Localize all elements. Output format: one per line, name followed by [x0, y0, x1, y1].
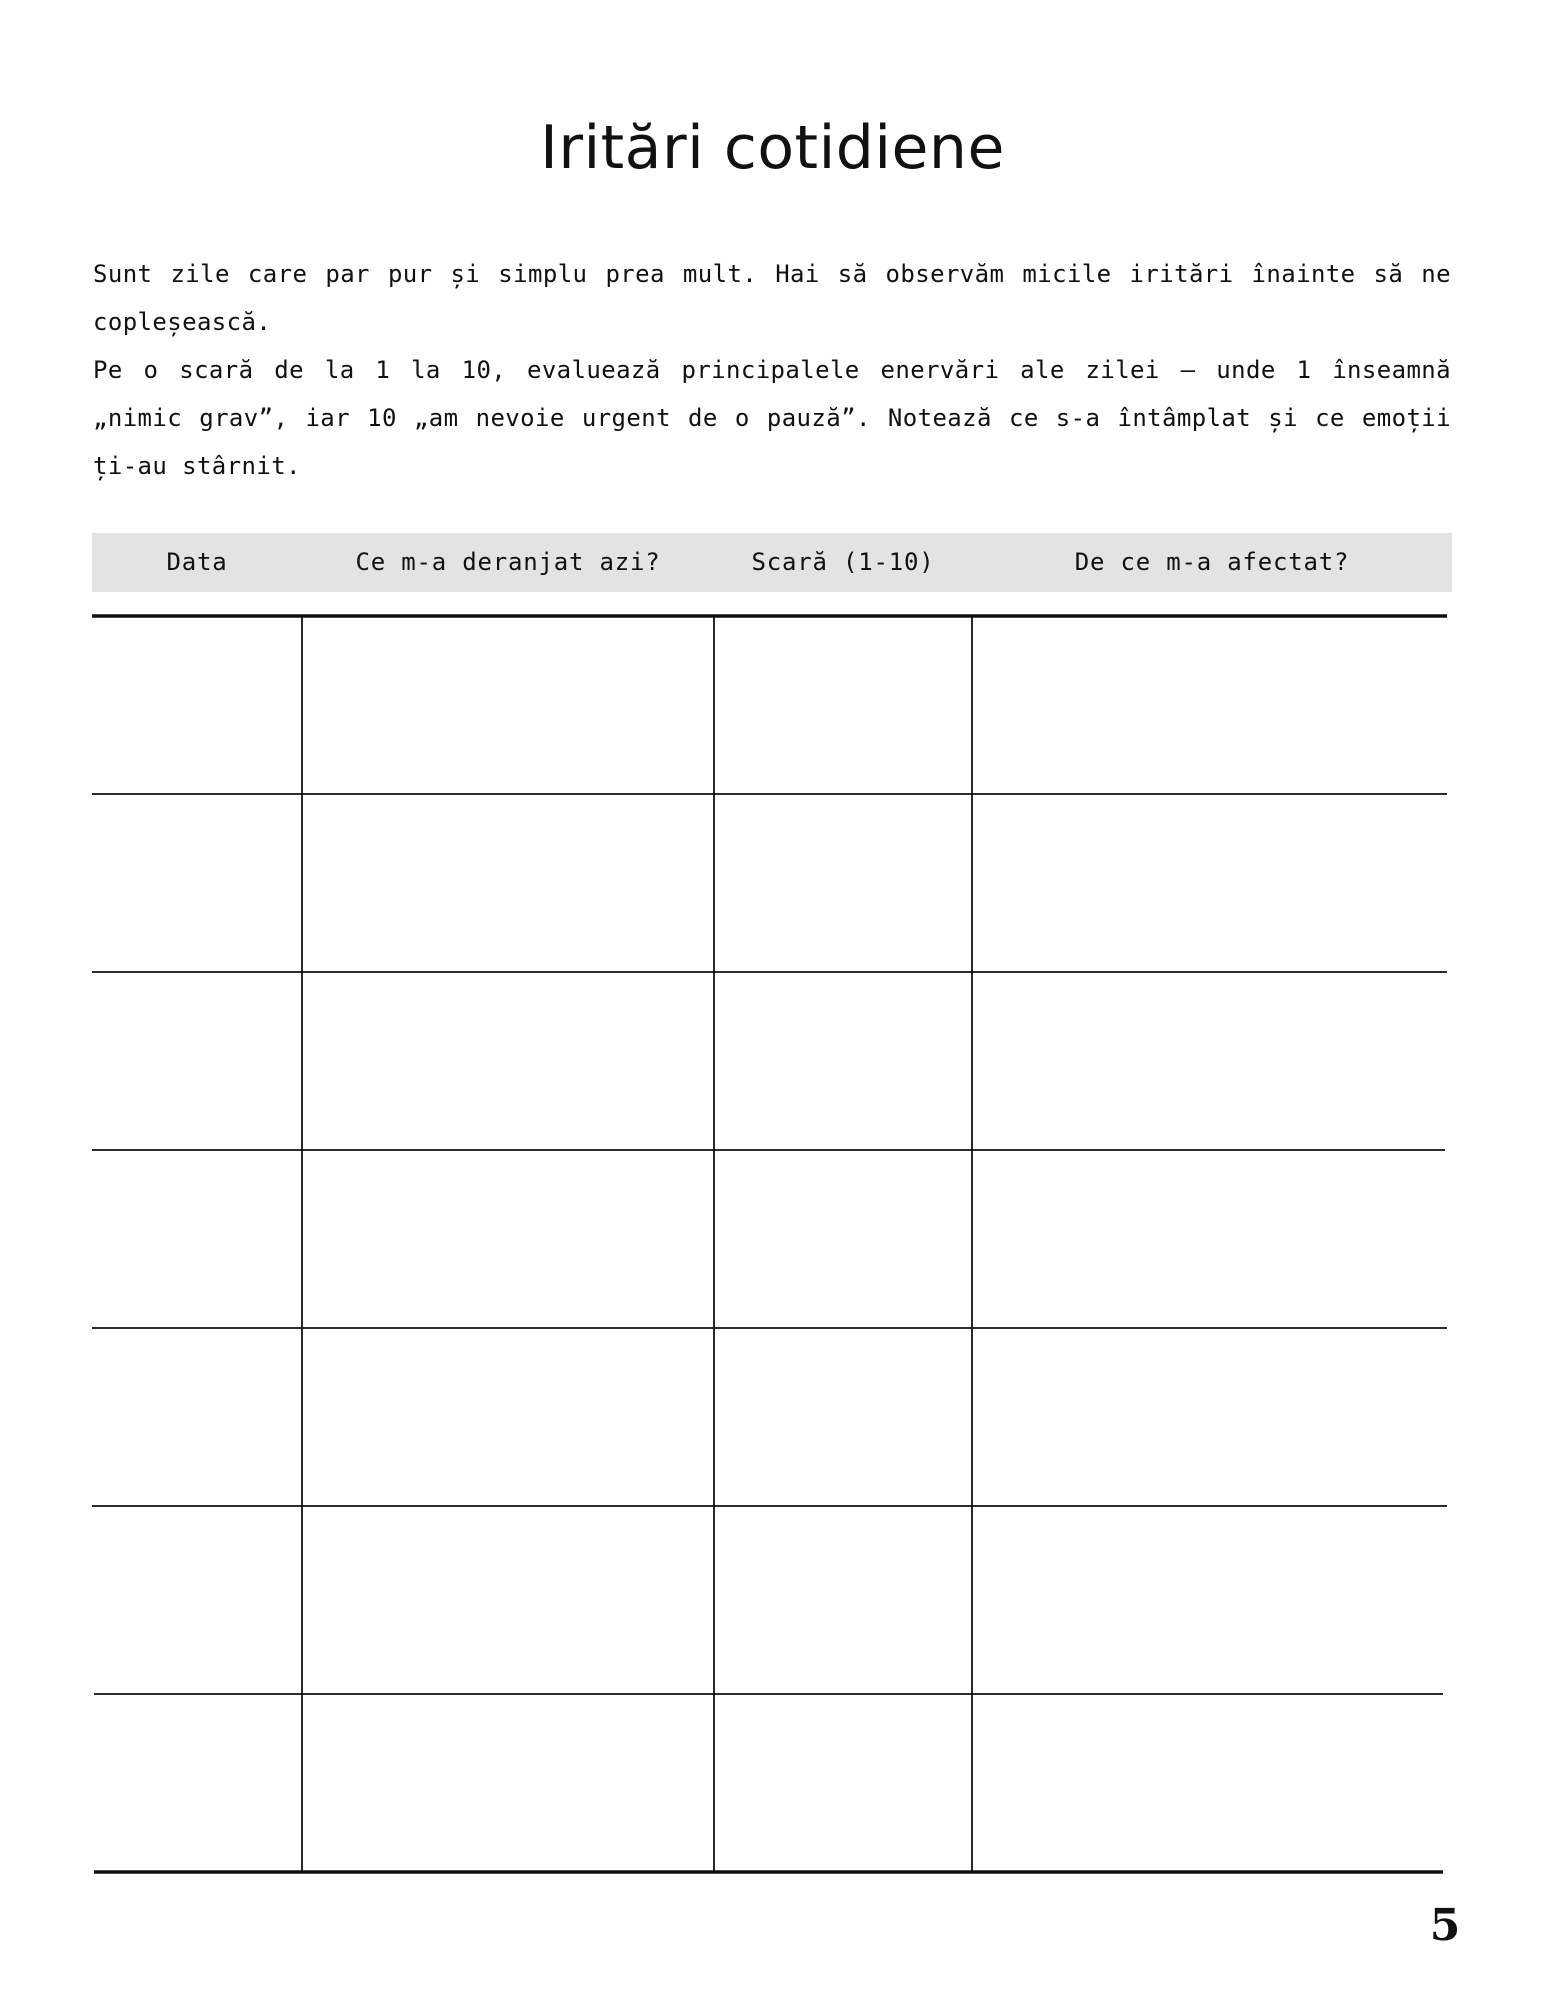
column-header-date: Data	[166, 548, 228, 576]
column-header-what-bothered: Ce m-a deranjat azi?	[355, 548, 661, 576]
column-header-scale: Scară (1-10)	[751, 548, 935, 576]
page-title: Iritări cotidiene	[540, 113, 1005, 183]
intro-paragraph-1: Sunt zile care par pur și simplu prea mult. Hai să observăm micile iritări înainte să ne copleșească.	[93, 260, 1451, 336]
column-header-why-affected: De ce m-a afectat?	[1074, 548, 1350, 576]
intro-paragraph-2: Pe o scară de la 1 la 10, evaluează principalele enervări ale zilei — unde 1 înseamnă „nimic grav”, iar 10 „am nevoie urgent de o pauză”. Notează ce s-a întâmplat și ce emoții ți-au stârnit.	[93, 356, 1451, 480]
page-number: 5	[1429, 1900, 1461, 1951]
